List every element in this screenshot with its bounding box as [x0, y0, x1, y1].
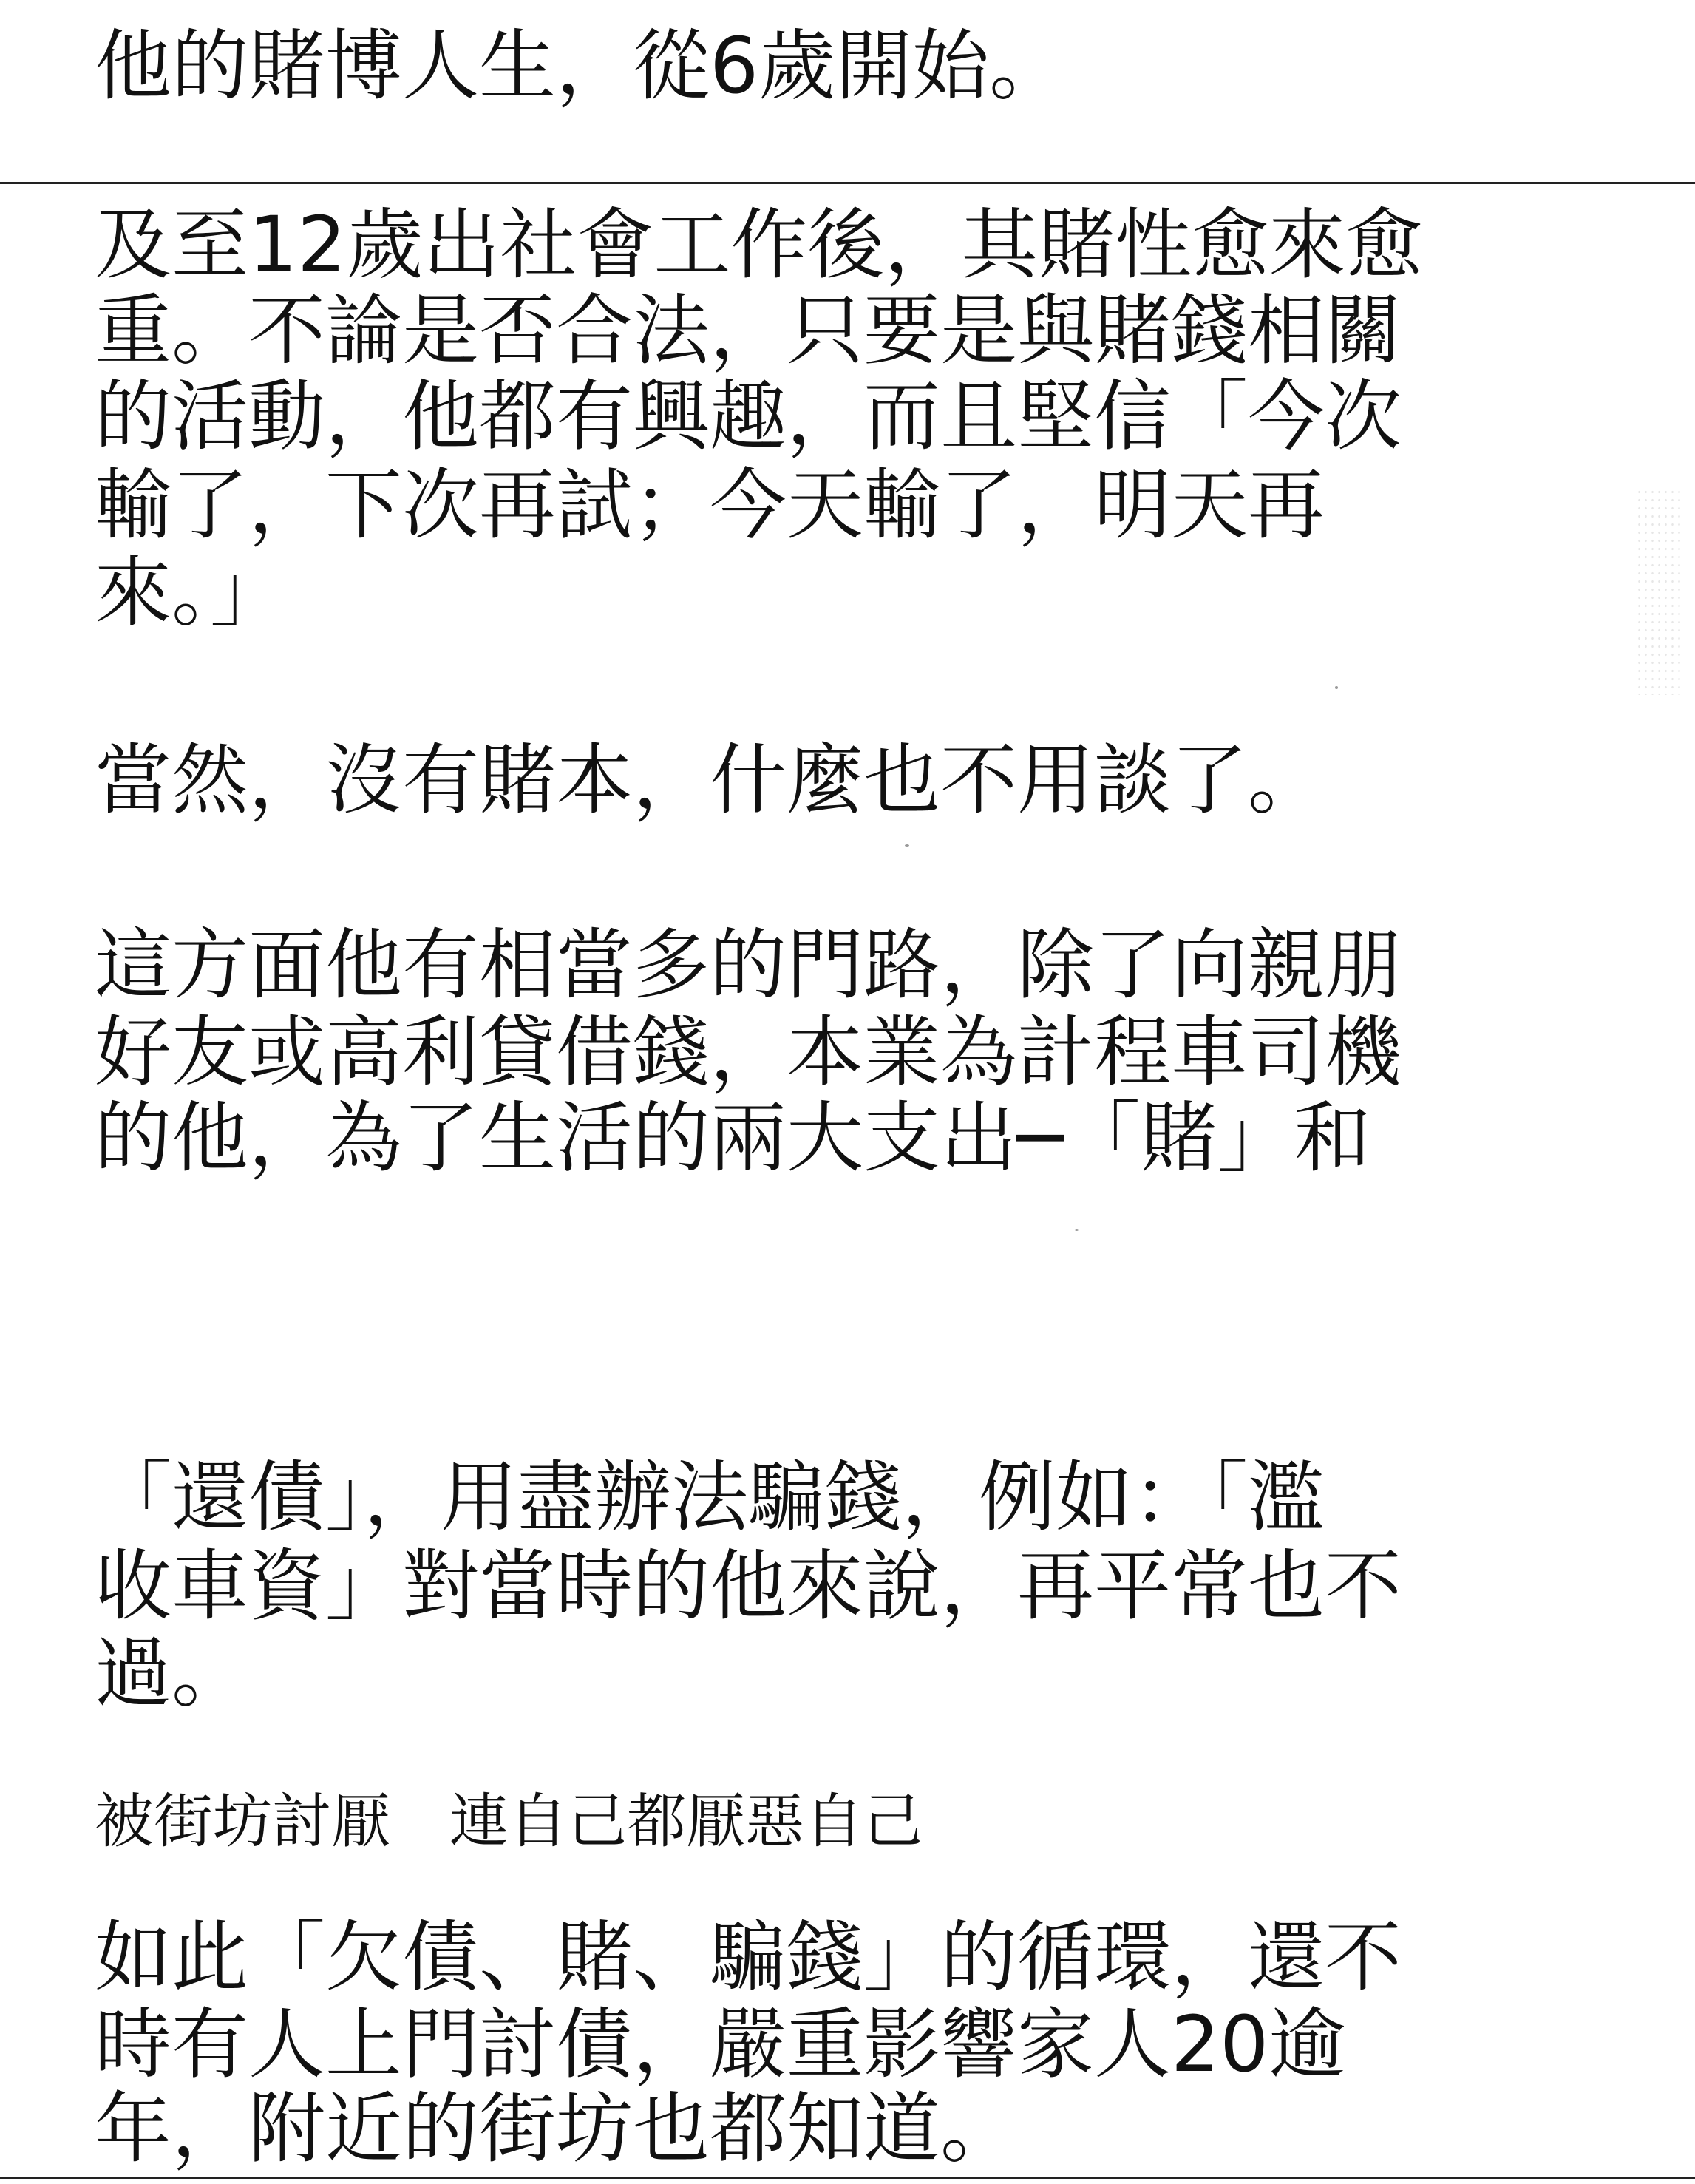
paragraph-line: 及至12歲出社會工作後，其賭性愈來愈 [95, 200, 1423, 290]
paragraph-line: 「還債」，用盡辦法騙錢，例如：「濫 [95, 1452, 1325, 1542]
scan-speck [1335, 686, 1338, 689]
top-divider [0, 182, 1695, 184]
paragraph-line: 來。」 [95, 547, 288, 637]
paragraph-line: 如此「欠債、賭、騙錢」的循環，還不 [95, 1912, 1402, 2002]
paragraph-line: 過。 [95, 1628, 249, 1718]
paragraph-line: 重。不論是否合法，只要是與賭錢相關 [95, 285, 1402, 376]
scan-speck [1075, 1229, 1079, 1231]
scan-speck [905, 844, 909, 847]
paragraph-line: 當然，沒有賭本，什麼也不用談了。 [95, 735, 1325, 825]
paragraph-line: 收車資」對當時的他來說，再平常也不 [95, 1541, 1402, 1631]
paragraph-line: 年，附近的街坊也都知道。 [95, 2083, 1018, 2174]
paragraph-line: 好友或高利貸借錢，本業為計程車司機 [95, 1007, 1402, 1097]
section-subheading: 被街坊討厭 連自己都厭惡自己 [95, 1787, 923, 1856]
paragraph-line: 時有人上門討債，嚴重影響家人20逾 [95, 1999, 1346, 2089]
document-title: 他的賭博人生，從6歲開始。 [95, 21, 1067, 111]
scan-noise [1636, 488, 1680, 695]
paragraph-line: 的他，為了生活的兩大支出─「賭」和 [95, 1093, 1371, 1183]
bottom-divider [0, 2177, 1695, 2179]
paragraph-line: 這方面他有相當多的門路，除了向親朋 [95, 920, 1402, 1010]
paragraph-line: 的活動，他都有興趣，而且堅信「今次 [95, 371, 1402, 461]
paragraph-line: 輸了，下次再試；今天輸了，明天再 [95, 460, 1325, 550]
